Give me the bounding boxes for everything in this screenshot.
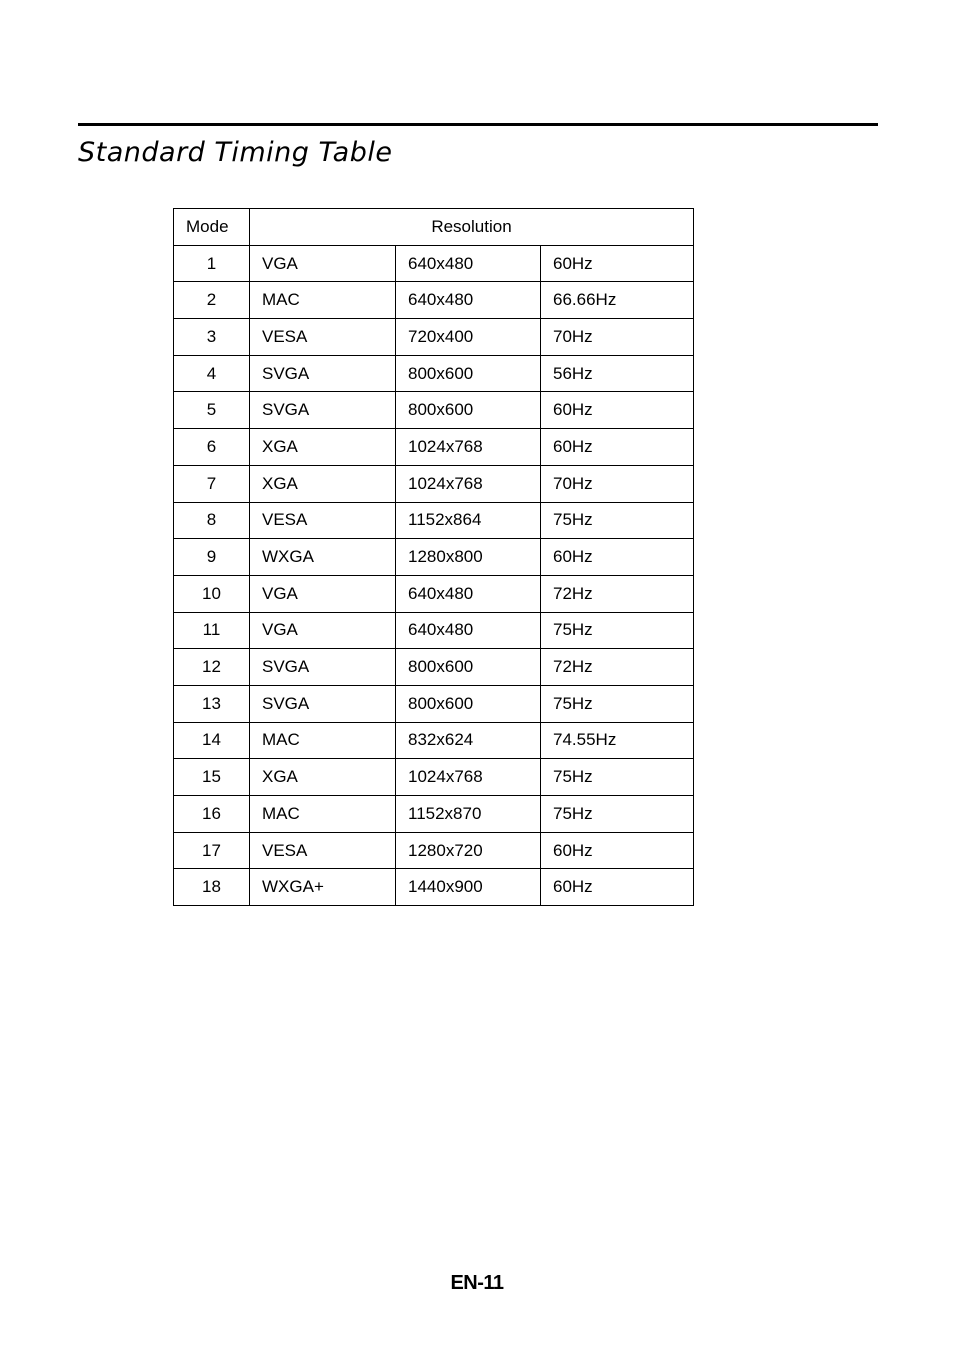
table-row xyxy=(174,575,694,612)
refresh-rate-cell: 60Hz xyxy=(541,869,694,906)
resolution-cell: 1152x870 xyxy=(396,796,541,833)
standard-cell: XGA xyxy=(250,759,396,796)
standard-cell: VGA xyxy=(250,575,396,612)
resolution-cell: 640x480 xyxy=(396,245,541,282)
refresh-rate-cell: 75Hz xyxy=(541,685,694,722)
refresh-rate-cell: 75Hz xyxy=(541,612,694,649)
resolution-cell: 720x400 xyxy=(396,319,541,356)
standard-cell: WXGA xyxy=(250,539,396,576)
resolution-cell: 832x624 xyxy=(396,722,541,759)
table-row xyxy=(174,539,694,576)
mode-cell: 16 xyxy=(174,796,250,833)
mode-cell: 13 xyxy=(174,685,250,722)
refresh-rate-cell: 60Hz xyxy=(541,392,694,429)
refresh-rate-cell: 70Hz xyxy=(541,319,694,356)
mode-cell: 18 xyxy=(174,869,250,906)
resolution-cell: 1280x800 xyxy=(396,539,541,576)
mode-cell: 6 xyxy=(174,429,250,466)
refresh-rate-cell: 74.55Hz xyxy=(541,722,694,759)
refresh-rate-cell: 72Hz xyxy=(541,575,694,612)
standard-cell: SVGA xyxy=(250,355,396,392)
refresh-rate-cell: 60Hz xyxy=(541,832,694,869)
refresh-rate-cell: 75Hz xyxy=(541,502,694,539)
timing-table xyxy=(173,208,694,906)
mode-cell: 11 xyxy=(174,612,250,649)
refresh-rate-cell: 66.66Hz xyxy=(541,282,694,319)
resolution-cell: 640x480 xyxy=(396,282,541,319)
resolution-column-header: Resolution xyxy=(250,209,694,246)
mode-cell: 3 xyxy=(174,319,250,356)
resolution-cell: 640x480 xyxy=(396,575,541,612)
table-row xyxy=(174,832,694,869)
table-row xyxy=(174,245,694,282)
title-rule xyxy=(78,123,878,126)
mode-cell: 2 xyxy=(174,282,250,319)
refresh-rate-cell: 72Hz xyxy=(541,649,694,686)
table-body xyxy=(174,245,694,905)
table-row xyxy=(174,465,694,502)
resolution-cell: 1024x768 xyxy=(396,465,541,502)
mode-cell: 8 xyxy=(174,502,250,539)
standard-cell: SVGA xyxy=(250,649,396,686)
resolution-cell: 800x600 xyxy=(396,355,541,392)
page-title: Standard Timing Table xyxy=(78,137,393,168)
standard-cell: VGA xyxy=(250,245,396,282)
mode-cell: 10 xyxy=(174,575,250,612)
resolution-cell: 800x600 xyxy=(396,649,541,686)
resolution-cell: 800x600 xyxy=(396,392,541,429)
resolution-cell: 1024x768 xyxy=(396,759,541,796)
refresh-rate-cell: 60Hz xyxy=(541,539,694,576)
page-number: EN-11 xyxy=(450,1272,504,1294)
standard-cell: SVGA xyxy=(250,392,396,429)
mode-cell: 5 xyxy=(174,392,250,429)
table-row xyxy=(174,685,694,722)
standard-cell: WXGA+ xyxy=(250,869,396,906)
mode-column-header: Mode xyxy=(174,209,250,246)
table-row xyxy=(174,649,694,686)
table-row xyxy=(174,796,694,833)
refresh-rate-cell: 60Hz xyxy=(541,429,694,466)
resolution-cell: 800x600 xyxy=(396,685,541,722)
resolution-cell: 1440x900 xyxy=(396,869,541,906)
mode-cell: 7 xyxy=(174,465,250,502)
mode-cell: 12 xyxy=(174,649,250,686)
resolution-cell: 1024x768 xyxy=(396,429,541,466)
resolution-cell: 1280x720 xyxy=(396,832,541,869)
standard-cell: MAC xyxy=(250,282,396,319)
table-row xyxy=(174,282,694,319)
resolution-cell: 640x480 xyxy=(396,612,541,649)
resolution-cell: 1152x864 xyxy=(396,502,541,539)
table-row xyxy=(174,869,694,906)
standard-cell: XGA xyxy=(250,429,396,466)
standard-cell: VGA xyxy=(250,612,396,649)
refresh-rate-cell: 75Hz xyxy=(541,796,694,833)
table-row xyxy=(174,722,694,759)
table-row xyxy=(174,612,694,649)
table-row xyxy=(174,759,694,796)
standard-cell: MAC xyxy=(250,796,396,833)
table-row xyxy=(174,319,694,356)
standard-cell: SVGA xyxy=(250,685,396,722)
mode-cell: 14 xyxy=(174,722,250,759)
standard-cell: VESA xyxy=(250,832,396,869)
table-row xyxy=(174,355,694,392)
mode-cell: 9 xyxy=(174,539,250,576)
standard-cell: XGA xyxy=(250,465,396,502)
mode-cell: 17 xyxy=(174,832,250,869)
standard-cell: MAC xyxy=(250,722,396,759)
refresh-rate-cell: 75Hz xyxy=(541,759,694,796)
standard-cell: VESA xyxy=(250,319,396,356)
table-row xyxy=(174,392,694,429)
refresh-rate-cell: 56Hz xyxy=(541,355,694,392)
table-header-row xyxy=(174,209,694,246)
table-row xyxy=(174,502,694,539)
mode-cell: 1 xyxy=(174,245,250,282)
mode-cell: 4 xyxy=(174,355,250,392)
table-row xyxy=(174,429,694,466)
refresh-rate-cell: 60Hz xyxy=(541,245,694,282)
mode-cell: 15 xyxy=(174,759,250,796)
standard-cell: VESA xyxy=(250,502,396,539)
refresh-rate-cell: 70Hz xyxy=(541,465,694,502)
